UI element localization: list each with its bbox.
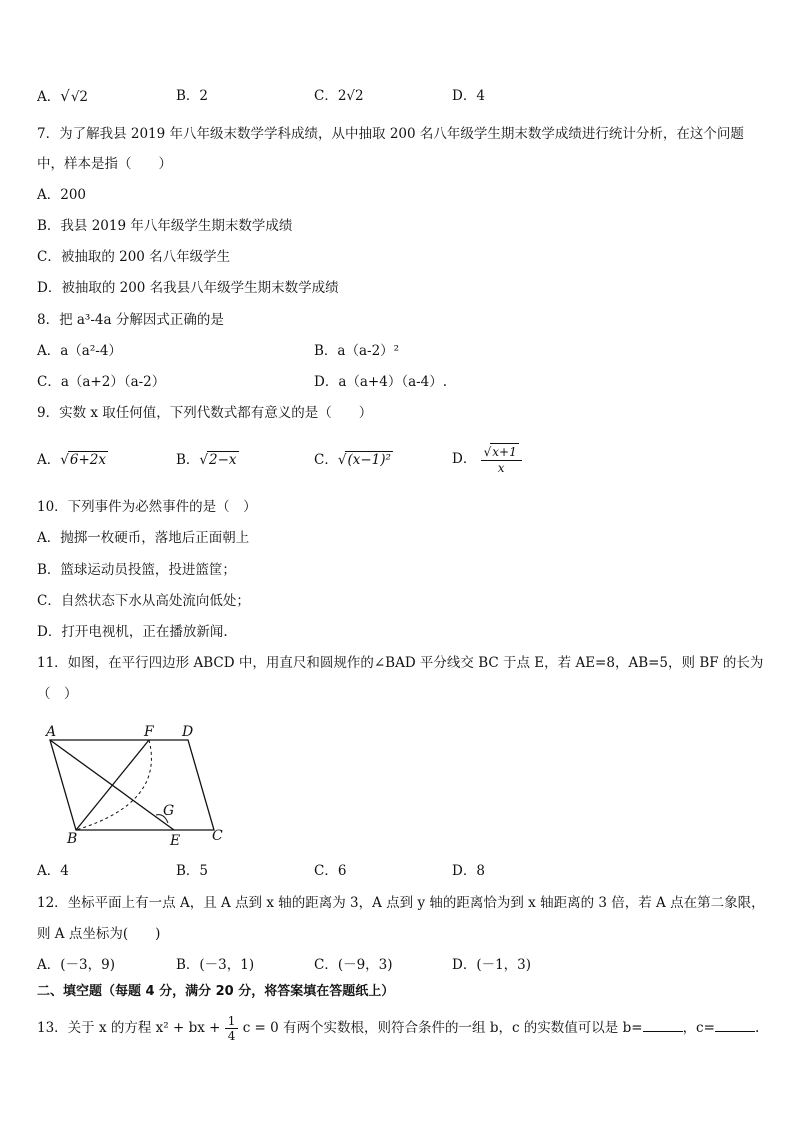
q8-option-b: B．a（a-2）² bbox=[314, 343, 400, 359]
label-b: B bbox=[67, 831, 78, 847]
q9-option-d-denominator: x bbox=[497, 461, 505, 475]
q9-option-c-expr: (x−1)² bbox=[347, 452, 391, 468]
q13-prefix: 13．关于 x 的方程 x² + bx + bbox=[37, 1020, 221, 1036]
q9-option-b-label: B． bbox=[176, 452, 200, 468]
q9-option-a-expr: 6+2x bbox=[69, 452, 106, 468]
q6-option-c-label: C．2 bbox=[314, 88, 347, 104]
q13-frac-den: 4 bbox=[227, 1029, 236, 1043]
q9-option-d-label: D． bbox=[452, 451, 477, 467]
q6-option-a-label: A． bbox=[37, 89, 61, 105]
answer-blank-c[interactable] bbox=[715, 1031, 755, 1032]
q12-stem-line2: 则 A 点坐标为( ) bbox=[37, 926, 161, 942]
q10-option-b: B．篮球运动员投篮，投进篮筐； bbox=[37, 562, 236, 578]
label-a: A bbox=[46, 724, 57, 740]
q13-stem bbox=[37, 1014, 758, 1043]
q6-option-c-value: √2 bbox=[346, 88, 364, 104]
q9-option-b: B．√2−x bbox=[176, 452, 237, 468]
segment-bf bbox=[76, 740, 149, 830]
label-d: D bbox=[182, 724, 194, 740]
q11-option-a: A．4 bbox=[37, 863, 69, 879]
q13-suffix: c = 0 有两个实数根，则符合条件的一组 b，c 的实数值可以是 b= bbox=[242, 1020, 643, 1036]
label-c: C bbox=[212, 828, 223, 844]
q9-option-a: A．√6+2x bbox=[37, 452, 106, 468]
q9-option-b-expr: 2−x bbox=[209, 452, 237, 468]
q6-option-a-value: √2 bbox=[70, 89, 89, 105]
q7-option-d: D．被抽取的 200 名我县八年级学生期末数学成绩 bbox=[37, 280, 339, 296]
q7-option-a: A．200 bbox=[37, 187, 87, 203]
q8-option-a: A．a（a²-4） bbox=[37, 343, 122, 359]
q6-option-b: B．2 bbox=[176, 88, 209, 104]
label-g: G bbox=[163, 803, 175, 819]
parallelogram-abcd bbox=[50, 740, 214, 830]
q12-option-a: A．(－3，9) bbox=[37, 957, 115, 973]
q13-mid: ，c= bbox=[682, 1020, 715, 1036]
q9-option-d bbox=[452, 443, 522, 475]
q11-stem-line2: （ ） bbox=[37, 686, 78, 702]
label-e: E bbox=[170, 833, 181, 849]
q9-option-c-label: C． bbox=[314, 452, 338, 468]
label-f: F bbox=[144, 724, 154, 740]
q12-option-c: C．(－9，3) bbox=[314, 957, 393, 973]
q9-option-a-label: A． bbox=[37, 452, 61, 468]
q13-frac-num: 1 bbox=[225, 1014, 239, 1029]
q6-option-a: A．√√2 bbox=[37, 87, 89, 105]
q9-option-d-numerator: x+1 bbox=[492, 445, 517, 459]
q9-stem: 9．实数 x 取任何值，下列代数式都有意义的是（ ） bbox=[37, 405, 373, 421]
answer-blank-b[interactable] bbox=[643, 1031, 683, 1032]
q13-end: . bbox=[754, 1020, 760, 1036]
q11-stem-line1: 11．如图，在平行四边形 ABCD 中，用直尺和圆规作的∠BAD 平分线交 BC 于点 E，若 AE=8，AB=5，则 BF 的长为 bbox=[37, 655, 764, 671]
q13-fraction bbox=[225, 1014, 239, 1043]
q12-option-d: D．(－1，3) bbox=[452, 957, 532, 973]
q10-stem: 10．下列事件为必然事件的是（ ） bbox=[37, 499, 257, 515]
q6-option-c bbox=[314, 86, 364, 106]
q8-option-d: D．a（a+4）（a-4）. bbox=[314, 374, 448, 390]
q12-option-b: B．(－3，1) bbox=[176, 957, 255, 973]
q10-option-d: D．打开电视机，正在播放新闻. bbox=[37, 624, 228, 640]
q9-option-c: C．√(x−1)² bbox=[314, 452, 391, 468]
q7-option-b: B．我县 2019 年八年级学生期末数学成绩 bbox=[37, 218, 293, 234]
q12-stem-line1: 12．坐标平面上有一点 A，且 A 点到 x 轴的距离为 3，A 点到 y 轴的距离恰为到 x 轴距离的 3 倍，若 A 点在第二象限， bbox=[37, 895, 765, 911]
q7-option-c: C．被抽取的 200 名八年级学生 bbox=[37, 249, 231, 265]
q6-option-d: D．4 bbox=[452, 88, 485, 104]
q7-stem-line2: 中，样本是指（ ） bbox=[37, 156, 172, 172]
section-heading-fill-in: 二、填空题（每题 4 分，满分 20 分，将答案填在答题纸上） bbox=[37, 984, 395, 999]
q10-option-c: C．自然状态下水从高处流向低处； bbox=[37, 593, 250, 609]
parallelogram-figure bbox=[40, 718, 240, 850]
q10-option-a: A．抛掷一枚硬币，落地后正面朝上 bbox=[37, 530, 250, 546]
q9-option-d-fraction: $\frac{√x+1}{x}$ bbox=[481, 443, 522, 475]
q11-option-d: D．8 bbox=[452, 863, 485, 879]
q8-stem: 8．把 a³-4a 分解因式正确的是 bbox=[37, 312, 224, 328]
q7-stem-line1: 7．为了解我县 2019 年八年级末数学学科成绩，从中抽取 200 名八年级学生期末数学成绩进行统计分析，在这个问题 bbox=[37, 126, 744, 142]
q11-option-b: B．5 bbox=[176, 863, 209, 879]
q8-option-c: C．a（a+2）（a-2） bbox=[37, 374, 166, 390]
q11-option-c: C．6 bbox=[314, 863, 347, 879]
